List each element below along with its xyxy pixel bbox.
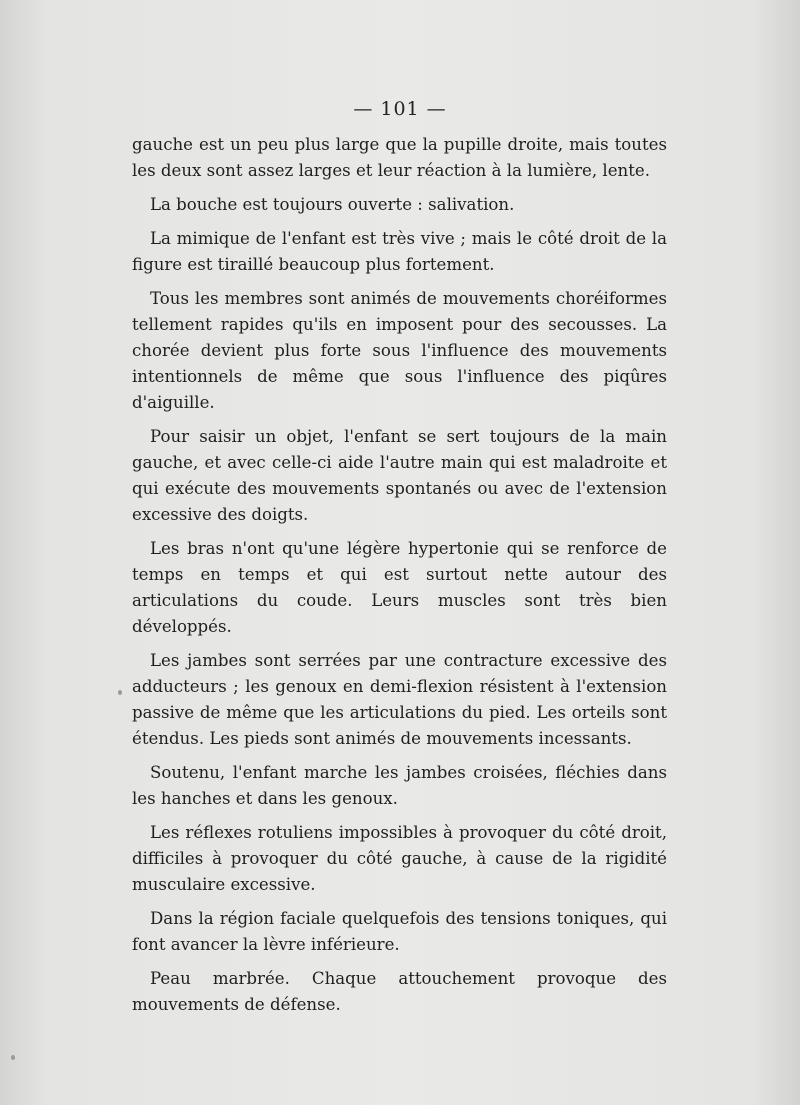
paragraph-limbs: Tous les membres sont animés de mouvements choréiformes tellement rapides qu'ils en imposent pour des secousses. La chorée devient plus forte sous l'influence des mouvements intentionnels de même que sous l'influence des piqûres d'aiguille. [132, 289, 667, 412]
paragraph-pupils: gauche est un peu plus large que la pupille droite, mais toutes les deux sont assez larges et leur réaction à la lumière, lente. [132, 135, 667, 180]
paper-speck [11, 1055, 15, 1060]
paragraph-grasping: Pour saisir un objet, l'enfant se sert toujours de la main gauche, et avec celle-ci aide l'autre main qui est maladroite et qui exécute des mouvements spontanés ou avec de l'extension excessive des doigts. [132, 427, 667, 524]
paper-speck [118, 690, 122, 695]
paragraph-mimicry: La mimique de l'enfant est très vive ; mais le côté droit de la figure est tiraillé beaucoup plus fortement. [132, 229, 667, 274]
paragraph-arms: Les bras n'ont qu'une légère hypertonie qui se renforce de temps en temps et qui est surtout nette autour des articulations du coude. Leurs muscles sont très bien développés. [132, 539, 667, 636]
body-text [132, 132, 667, 1026]
page-number: — 101 — [353, 98, 447, 120]
paragraph-reflexes: Les réflexes rotuliens impossibles à provoquer du côté droit, difficiles à provoquer du côté gauche, à cause de la rigidité musculaire excessive. [132, 823, 667, 894]
paragraph-mouth: La bouche est toujours ouverte : salivation. [150, 195, 515, 214]
paragraph-face: Dans la région faciale quelquefois des tensions toniques, qui font avancer la lèvre inférieure. [132, 909, 667, 954]
paragraph-skin: Peau marbrée. Chaque attouchement provoque des mouvements de défense. [132, 969, 667, 1014]
paragraph-legs: Les jambes sont serrées par une contracture excessive des adducteurs ; les genoux en demi-flexion résistent à l'extension passive de même que les articulations du pied. Les orteils sont étendus. Les pieds sont animés de mouvements incessants. [132, 651, 667, 748]
paragraph-walking: Soutenu, l'enfant marche les jambes croisées, fléchies dans les hanches et dans les genoux. [132, 763, 667, 808]
